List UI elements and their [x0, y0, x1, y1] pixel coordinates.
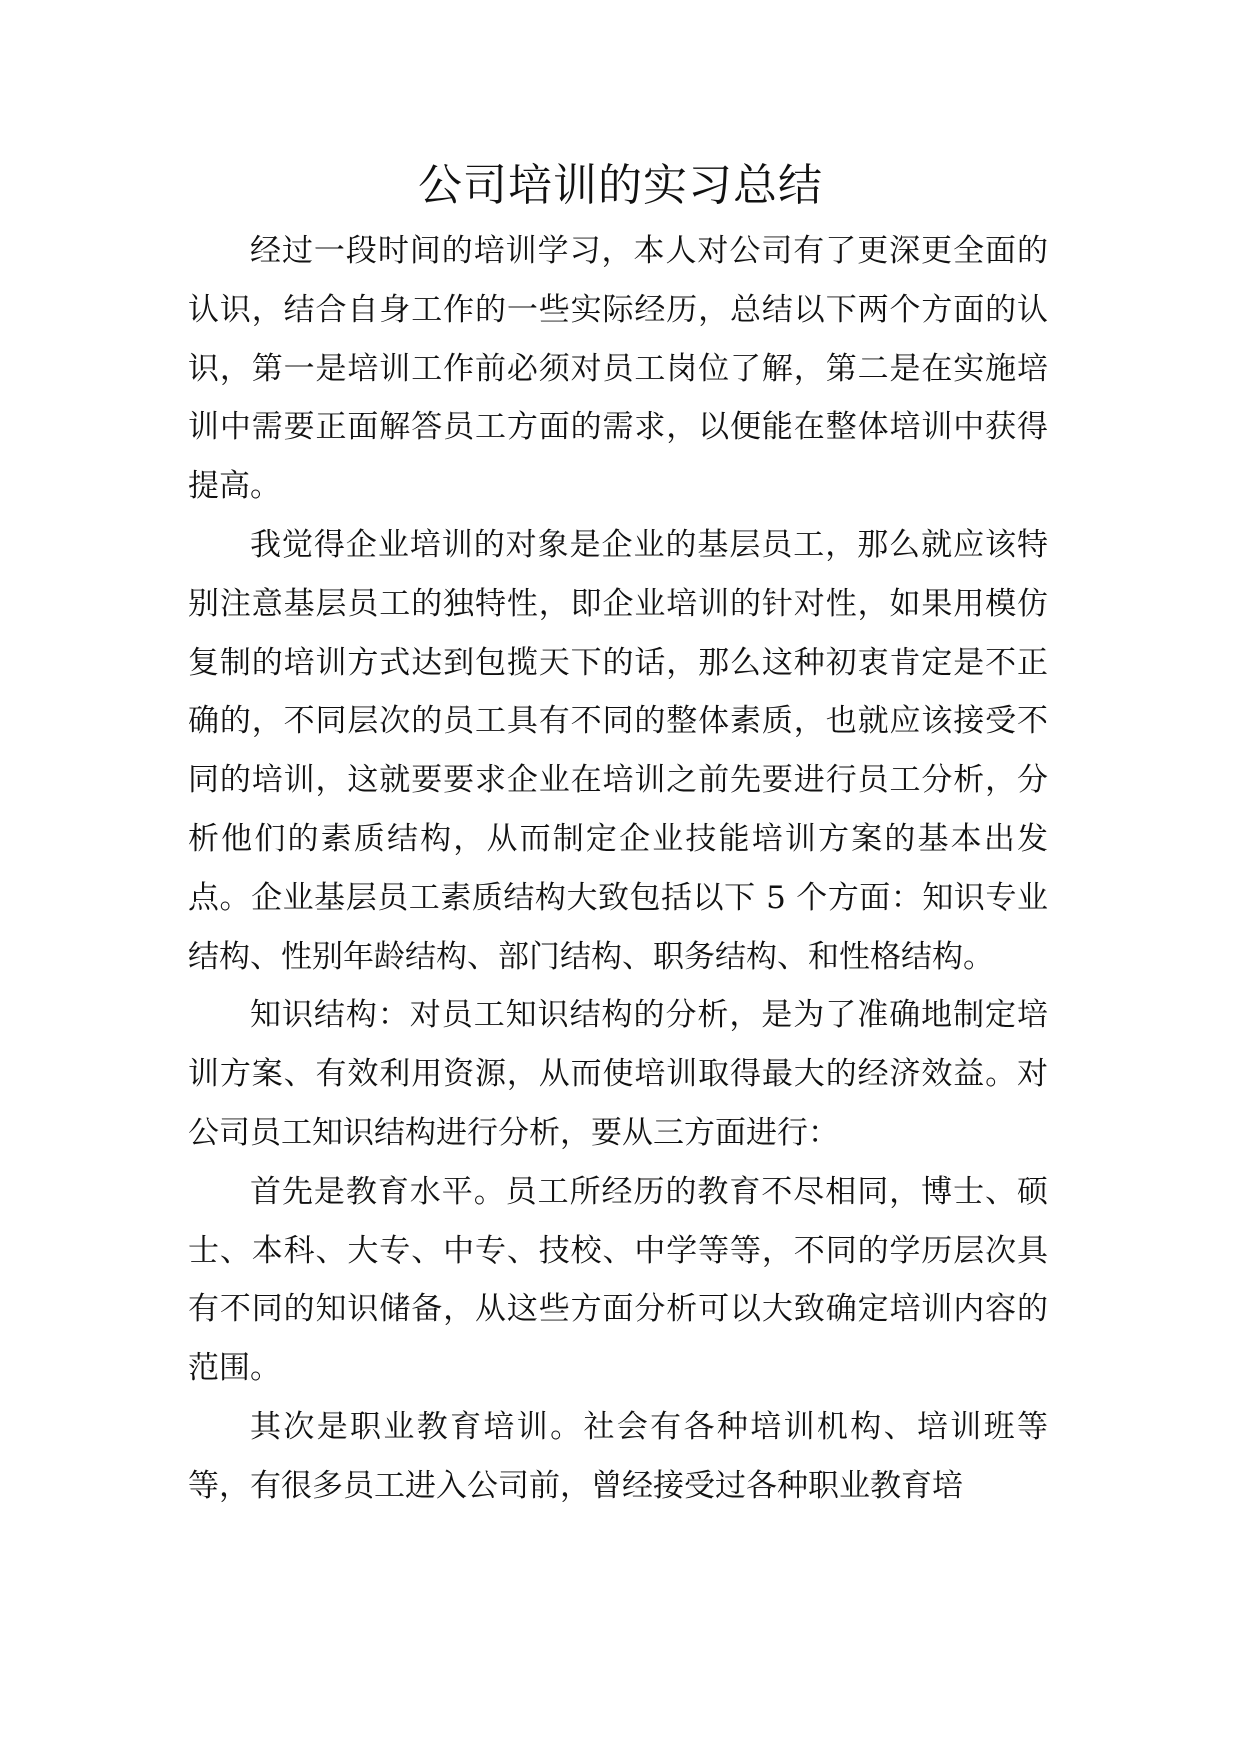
- paragraph-4: 首先是教育水平。员工所经历的教育不尽相同，博士、硕士、本科、大专、中专、技校、中学等等，不同的学历层次具有不同的知识储备，从这些方面分析可以大致确定培训内容的范围。: [188, 1173, 1048, 1387]
- paragraph-5: 其次是职业教育培训。社会有各种培训机构、培训班等等，有很多员工进入公司前，曾经接受过各种职业教育培: [188, 1408, 1048, 1504]
- paragraph-2: 我觉得企业培训的对象是企业的基层员工，那么就应该特别注意基层员工的独特性，即企业培训的针对性，如果用模仿复制的培训方式达到包揽天下的话，那么这种初衷肯定是不正确的，不同层次的员工具有不同的整体素质，也就应该接受不同的培训，这就要要求企业在培训之前先要进行员工分析，分析他们的素质结构，从而制定企业技能培训方案的基本出发点。企业基层员工素质结构大致包括以下 5 个方面：知识专业结构、性别年龄结构、部门结构、职务结构、和性格结构。: [188, 526, 1048, 975]
- document-body: [188, 222, 1048, 1516]
- paragraph-3: 知识结构：对员工知识结构的分析，是为了准确地制定培训方案、有效利用资源，从而使培训取得最大的经济效益。对公司员工知识结构进行分析，要从三方面进行：: [188, 997, 1048, 1151]
- paragraph-1: 经过一段时间的培训学习，本人对公司有了更深更全面的认识，结合自身工作的一些实际经历，总结以下两个方面的认识，第一是培训工作前必须对员工岗位了解，第二是在实施培训中需要正面解答员工方面的需求，以便能在整体培训中获得提高。: [188, 233, 1048, 505]
- document-title: 公司培训的实习总结: [418, 160, 823, 211]
